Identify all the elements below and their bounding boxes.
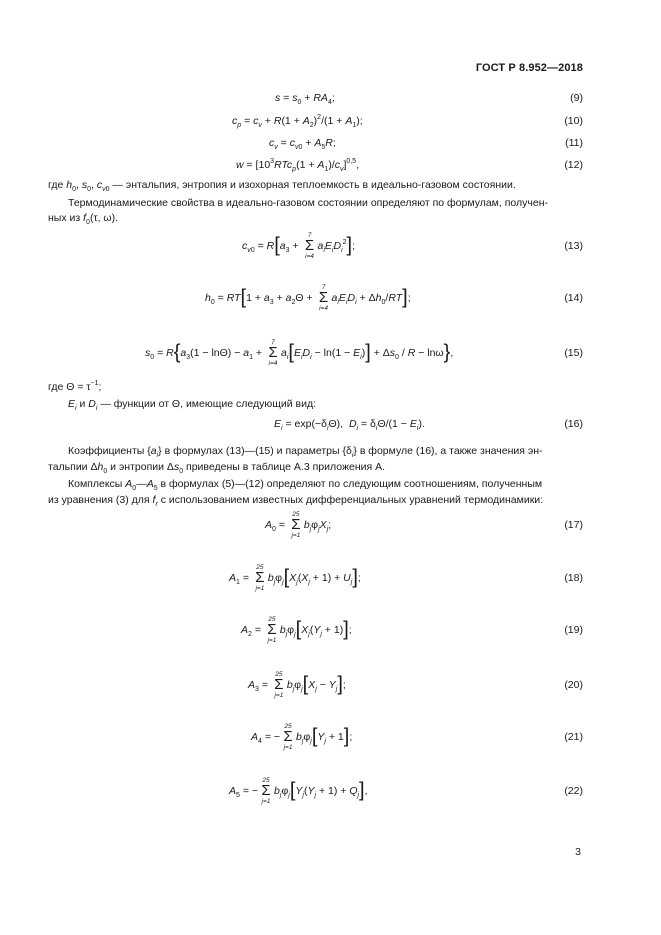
page-number: 3 — [575, 846, 581, 858]
paragraph-where-h0: где $h_0$, $s_0$, $c_{v0}$ — энтальпия, энтропия и изохорная теплоемкость в идеально-газовом состоянии. — [48, 179, 516, 193]
equation-number: (11) — [565, 137, 583, 149]
equation-20-formula: $A_3$ = 25 Σ j=1 $b_j\varphi_j[X_j - Y_j]$; — [248, 671, 346, 699]
equation-13 — [0, 232, 661, 260]
paragraph-complexes-line1: Комплексы $A_0—A_5$ в формулах (5)—(12) определяют по следующим соотношениям, полученным — [68, 478, 543, 492]
equation-21-formula: $A_4$ = − 25 Σ j=1 $b_j\varphi_j[Y_j + 1]$; — [251, 723, 353, 751]
equation-number: (20) — [564, 679, 583, 691]
equation-number: (16) — [564, 418, 583, 430]
equation-18 — [0, 564, 661, 592]
equation-number: (12) — [564, 159, 583, 171]
equation-number: (13) — [564, 240, 583, 252]
equation-21 — [0, 723, 661, 751]
equation-number: (15) — [564, 347, 583, 359]
equation-number: (14) — [564, 292, 583, 304]
equation-number: (21) — [564, 731, 583, 743]
equation-22 — [0, 777, 661, 805]
equation-22-formula: $A_5$ = − 25 Σ j=1 $b_j\varphi_j[Y_j(Y_j + 1) + Q_j]$, — [229, 777, 368, 805]
equation-16-formula: $E_i = \exp(-\delta_i\Theta)$, $D_i = \delta_i\Theta/(1 - E_i)$. — [274, 418, 425, 432]
equation-14 — [0, 284, 661, 312]
equation-number: (10) — [564, 115, 583, 127]
equation-17-formula: $A_0$ = 25 Σ j=1 $b_j\varphi_jX_j$; — [265, 511, 332, 539]
equation-13-formula: $c_{v0} = R[a_3$ + 7 Σ i=4 $a_iE_iD_i^2$]; — [242, 232, 356, 260]
equation-15 — [0, 339, 661, 367]
paragraph-coefficients-line2: тальпии $\Delta h_0$ и энтропии $\Delta s_0$ приведены в таблице А.3 приложения А. — [48, 461, 386, 475]
equation-11-formula: $c_v = c_{v0} + A_5R$; — [269, 137, 336, 151]
equation-10 — [0, 115, 661, 135]
equation-17 — [0, 511, 661, 539]
equation-number: (19) — [564, 624, 583, 636]
equation-9-formula: $s = s_0 + RA_4$; — [275, 92, 335, 106]
equation-12-formula: $w = [10^3RTc_p(1 + A_1)/c_v]^{0,5}$, — [236, 158, 360, 173]
equation-number: (22) — [564, 785, 583, 797]
equation-9 — [0, 92, 661, 112]
equation-number: (17) — [564, 519, 583, 531]
equation-11 — [0, 137, 661, 157]
equation-15-formula: $s_0 = R\{a_3(1 - \ln\Theta) - a_1$ + 7 Σ i=4 $a_i[E_iD_i - \ln(1 - E_i)] + \Delta s_0 / R - \ln\omega$}, — [145, 339, 454, 367]
paragraph-complexes-line2: из уравнения (3) для $f_r$ с использованием известных дифференциальных уравнений термодинамики: — [48, 494, 544, 508]
equation-number: (18) — [564, 572, 583, 584]
equation-12 — [0, 159, 661, 179]
equation-16 — [0, 418, 661, 438]
equation-19-formula: $A_2$ = 25 Σ j=1 $b_j\varphi_j[X_j(Y_j + 1)]$; — [241, 616, 352, 644]
equation-18-formula: $A_1$ = 25 Σ j=1 $b_j\varphi_j[X_j(X_j + 1) + U_j]$; — [229, 564, 361, 592]
document-header: ГОСТ Р 8.952—2018 — [475, 62, 583, 74]
paragraph-coefficients-line1: Коэффициенты $\{a_i\}$ в формулах (13)—(15) и параметры $\{\delta_i\}$ в формуле (16), а также значения эн- — [68, 445, 543, 459]
equation-20 — [0, 671, 661, 699]
paragraph-thermo-line2: ных из $f_0(\tau$, ω). — [48, 212, 119, 226]
equation-number: (9) — [570, 92, 583, 104]
equation-10-formula: $c_p = c_v + R(1 + A_2)^2/(1 + A_1)$; — [232, 114, 363, 129]
equation-14-formula: $h_0 = RT[1 + a_3 + a_2\Theta$ + 7 Σ i=4 $a_iE_iD_i + \Delta h_0/RT$]; — [205, 284, 411, 312]
paragraph-ei-di: $E_i$ и $D_i$ — функции от Θ, имеющие следующий вид: — [68, 398, 317, 412]
equation-19 — [0, 616, 661, 644]
paragraph-thermo-line1: Термодинамические свойства в идеально-газовом состоянии определяют по формулам, получен- — [68, 197, 549, 209]
paragraph-where-theta: где $\Theta = \tau^{-1}$; — [48, 380, 102, 393]
